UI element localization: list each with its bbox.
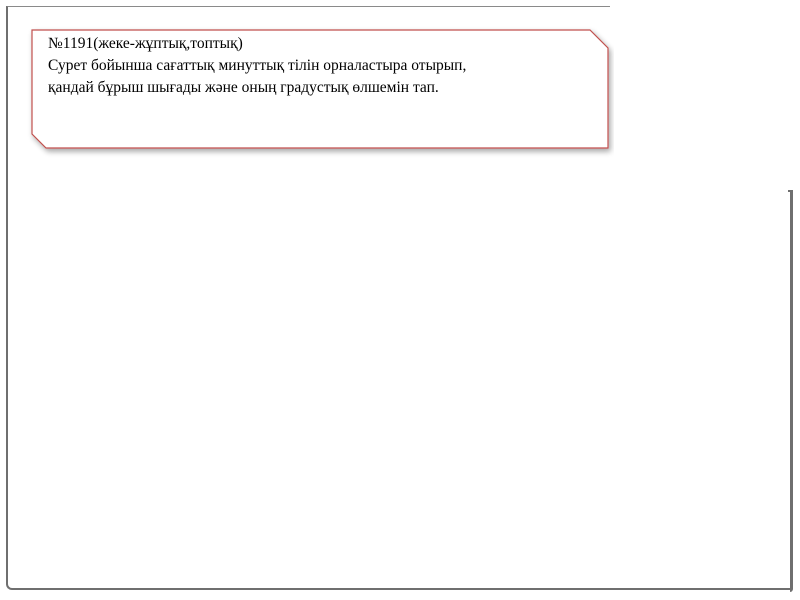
- task-instruction-line-1: Сурет бойынша сағаттық минуттық тілін орналастыра отырып,: [48, 57, 467, 74]
- task-text-block: [48, 33, 603, 99]
- frame-gap: [610, 4, 800, 10]
- slide-frame-right-edge: [790, 190, 793, 592]
- task-title: №1191(жеке-жұптық,топтық): [48, 35, 243, 52]
- slide-frame-right-corner: [788, 190, 793, 192]
- task-instruction-line-2: қандай бұрыш шығады және оның градустық өлшемін тап.: [48, 79, 439, 96]
